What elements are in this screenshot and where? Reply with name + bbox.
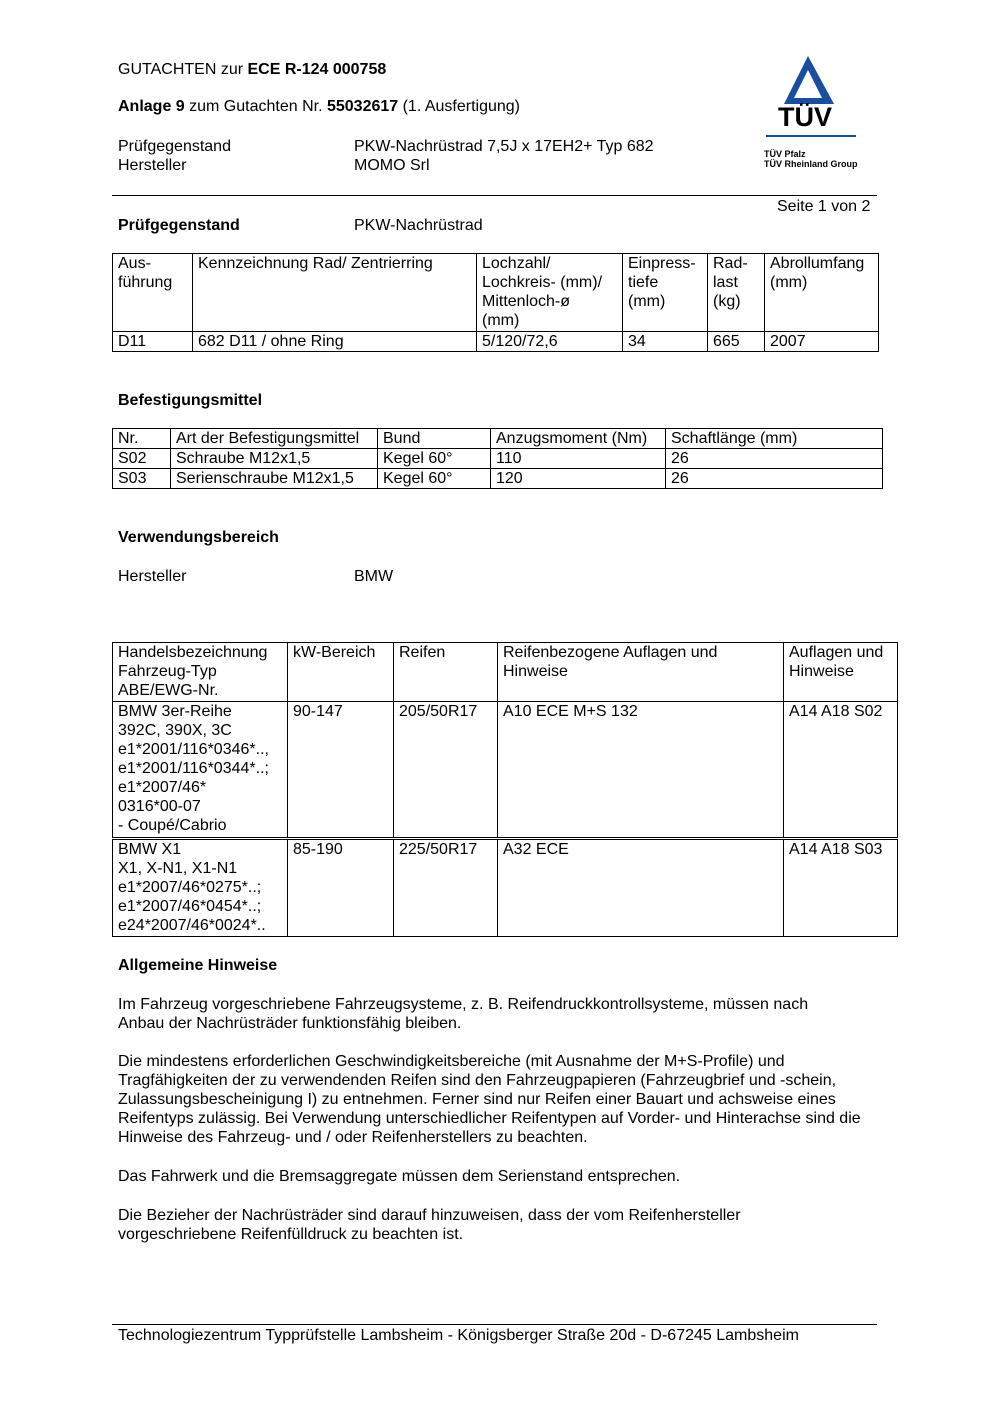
table-cell: 110 <box>491 449 666 469</box>
paragraph: Das Fahrwerk und die Bremsaggregate müssen dem Serienstand entsprechen. <box>118 1168 681 1185</box>
table-cell: Bund <box>378 429 491 449</box>
tuv-logo: TÜV TÜV Pfalz TÜV Rheinland Group <box>764 56 859 121</box>
table-cell: 225/50R17 <box>394 839 498 937</box>
table-cell: Kennzeichnung Rad/ Zentrierring <box>193 254 477 332</box>
table-row <box>113 469 883 489</box>
table-cell: D11 <box>113 332 193 352</box>
table-cell: Nr. <box>113 429 171 449</box>
table-cell: 2007 <box>765 332 879 352</box>
table-cell: Abrollumfang (mm) <box>765 254 879 332</box>
anlage-line: Anlage 9 zum Gutachten Nr. 55032617 (1. Ausfertigung) <box>118 98 520 115</box>
table-cell: 26 <box>666 449 883 469</box>
table-cell: Kegel 60° <box>378 469 491 489</box>
table-cell: kW-Bereich <box>288 643 394 702</box>
table-cell: 665 <box>708 332 765 352</box>
table-cell: BMW X1 X1, X-N1, X1-N1 e1*2007/46*0275*..; e1*2007/46*0454*..; e24*2007/46*0024*.. <box>113 839 288 937</box>
verwendung-value: BMW <box>354 568 394 585</box>
table-cell: Kegel 60° <box>378 449 491 469</box>
footer-divider <box>112 1324 877 1325</box>
divider <box>112 195 877 196</box>
table-cell: Serienschraube M12x1,5 <box>171 469 378 489</box>
section-verwendung: Verwendungsbereich <box>118 529 279 546</box>
verwendung-label: Hersteller <box>118 568 187 585</box>
paragraph: Die mindestens erforderlichen Geschwindigkeitsbereiche (mit Ausnahme der M+S-Profile) und Tragfähigkeiten der zu verwendenden Reifen sind den Fahrzeugpapieren (Fahrzeugbrief und -schein, Zulassungsbescheinigung I) zu entnehmen. Ferner sind nur Reifen einer Bauart und achsweise eines Reifentyps zulässig. Bei Verwendung unterschiedlicher Reifentypen auf Vorder- und Hinterachse sind die Hinweise des Fahrzeug- und / oder Reifenherstellers zu beachten. <box>118 1053 861 1146</box>
table-cell: Aus- führung <box>113 254 193 332</box>
table-cell: 205/50R17 <box>394 702 498 839</box>
table-cell: Handelsbezeichnung Fahrzeug-Typ ABE/EWG-Nr. <box>113 643 288 702</box>
table-cell: 120 <box>491 469 666 489</box>
label-pruefgegenstand: Prüfgegenstand <box>118 138 231 155</box>
paragraph: Die Bezieher der Nachrüsträder sind darauf hinzuweisen, dass der vom Reifenhersteller vorgeschriebene Reifenfülldruck zu beachten ist. <box>118 1207 741 1243</box>
fastener-table <box>112 428 883 489</box>
table-cell: A14 A18 S02 <box>784 702 898 839</box>
document-title: GUTACHTEN zur ECE R-124 000758 <box>118 61 387 78</box>
value-pruefgegenstand: PKW-Nachrüstrad 7,5J x 17EH2+ Typ 682 <box>354 138 654 155</box>
table-cell: 85-190 <box>288 839 394 937</box>
wheel-table <box>112 253 879 352</box>
value-hersteller: MOMO Srl <box>354 157 430 174</box>
paragraph: Im Fahrzeug vorgeschriebene Fahrzeugsysteme, z. B. Reifendruckkontrollsysteme, müssen nach Anbau der Nachrüsträder funktionsfähig bleiben. <box>118 996 809 1032</box>
table-cell: Einpress- tiefe (mm) <box>623 254 708 332</box>
pruef-value: PKW-Nachrüstrad <box>354 217 483 234</box>
section-hinweise: Allgemeine Hinweise <box>118 957 278 974</box>
table-cell: 26 <box>666 469 883 489</box>
table-cell: Reifenbezogene Auflagen und Hinweise <box>498 643 784 702</box>
table-cell: S02 <box>113 449 171 469</box>
vehicle-table <box>112 642 898 937</box>
table-cell: 682 D11 / ohne Ring <box>193 332 477 352</box>
pruef-label: Prüfgegenstand <box>118 217 240 234</box>
table-cell: A32 ECE <box>498 839 784 937</box>
table-row <box>113 839 898 937</box>
page-number: Seite 1 von 2 <box>777 198 871 215</box>
table-cell: S03 <box>113 469 171 489</box>
table-cell: 5/120/72,6 <box>477 332 623 352</box>
table-cell: 34 <box>623 332 708 352</box>
table-cell: Schraube M12x1,5 <box>171 449 378 469</box>
table-cell: Art der Befestigungsmittel <box>171 429 378 449</box>
table-row <box>113 702 898 839</box>
section-befestigung: Befestigungsmittel <box>118 392 263 409</box>
label-hersteller: Hersteller <box>118 157 187 174</box>
table-cell: Schaftlänge (mm) <box>666 429 883 449</box>
table-cell: A10 ECE M+S 132 <box>498 702 784 839</box>
table-cell: Reifen <box>394 643 498 702</box>
table-row <box>113 332 879 352</box>
table-cell: BMW 3er-Reihe 392C, 390X, 3C e1*2001/116*0346*.., e1*2001/116*0344*..; e1*2007/46* 0316*00-07 - Coupé/Cabrio <box>113 702 288 839</box>
table-cell: Lochzahl/ Lochkreis- (mm)/ Mittenloch-ø (mm) <box>477 254 623 332</box>
table-cell: Auflagen und Hinweise <box>784 643 898 702</box>
table-row <box>113 449 883 469</box>
table-cell: Rad- last (kg) <box>708 254 765 332</box>
footer: Technologiezentrum Typprüfstelle Lambsheim - Königsberger Straße 20d - D-67245 Lambsheim <box>118 1327 799 1344</box>
table-cell: Anzugsmoment (Nm) <box>491 429 666 449</box>
table-cell: 90-147 <box>288 702 394 839</box>
table-cell: A14 A18 S03 <box>784 839 898 937</box>
